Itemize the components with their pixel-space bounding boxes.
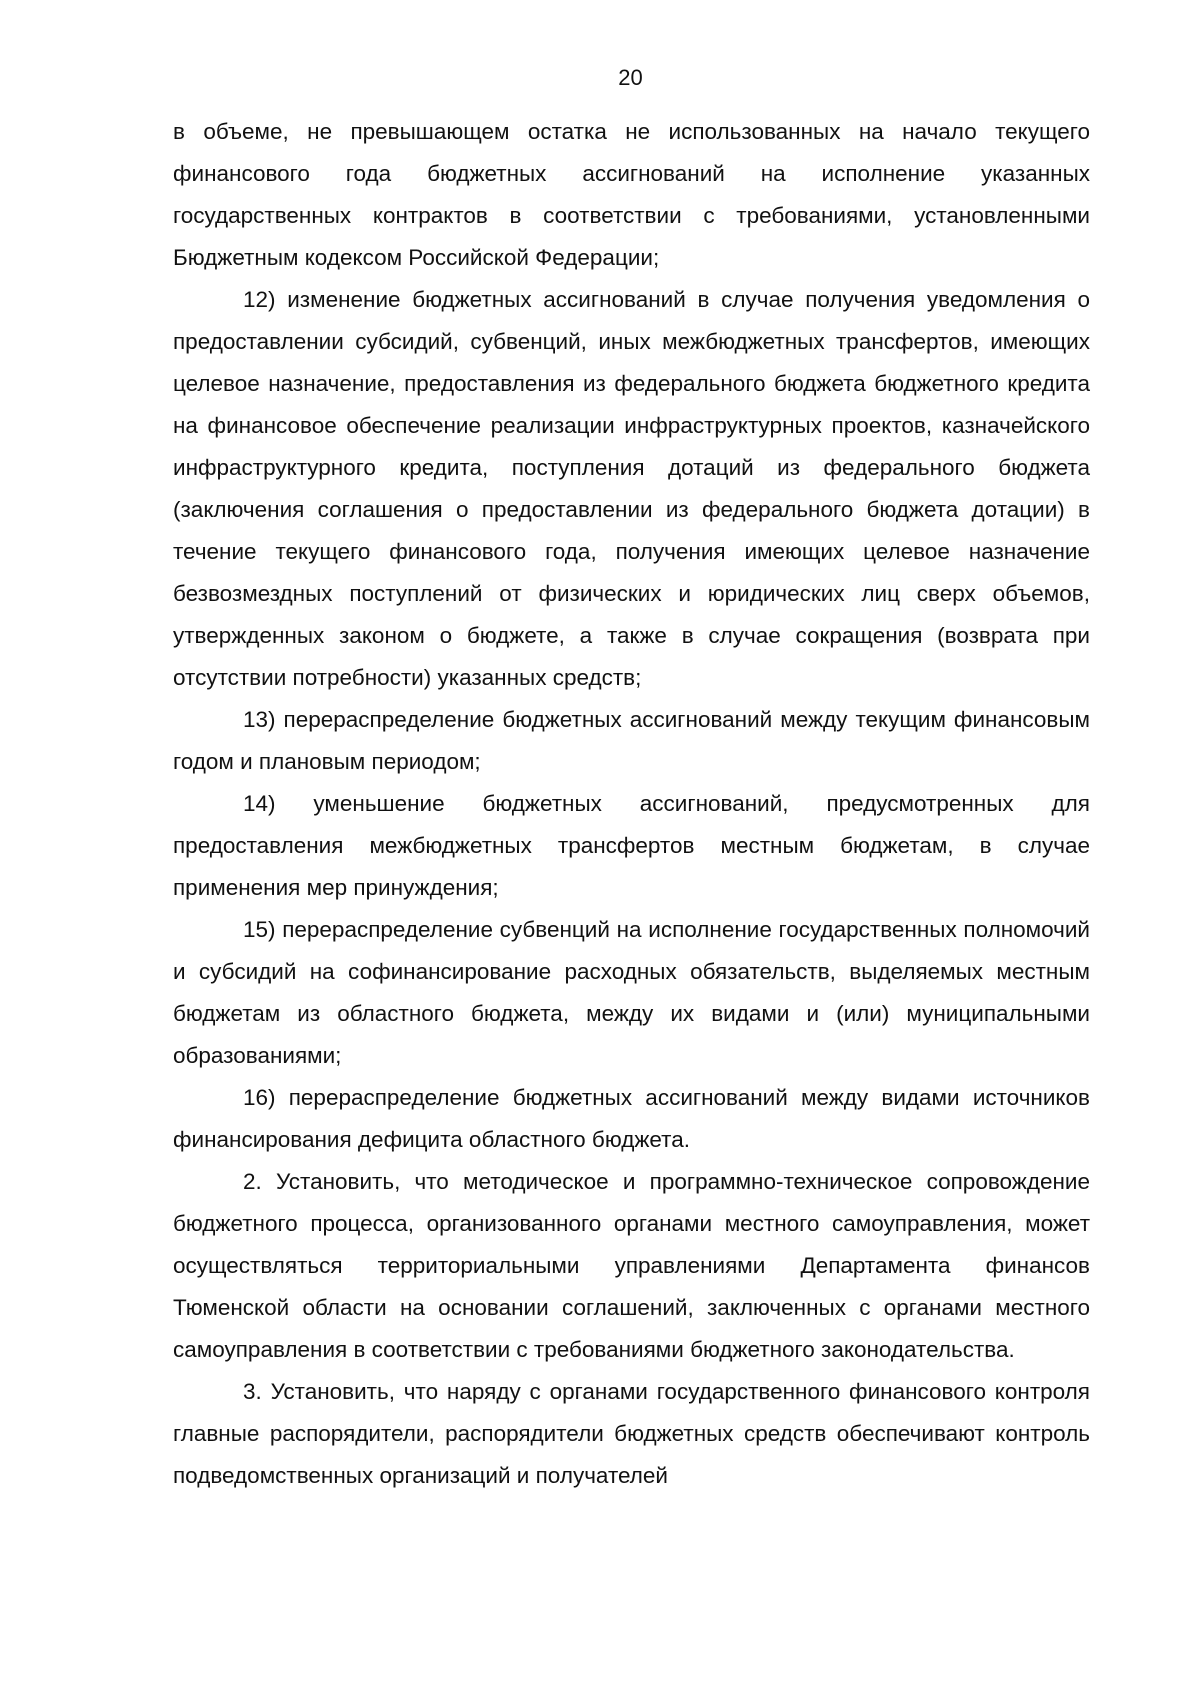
paragraph-item-15: 15) перераспределение субвенций на исполнение государственных полномочий и субсидий на софинансирование расходных обязательств, выделяемых местным бюджетам из областного бюджета, между их видами и (или) муниципальными образованиями; xyxy=(173,917,1090,1068)
paragraph-clause-2: 2. Установить, что методическое и программно-техническое сопровождение бюджетного процесса, организованного органами местного самоуправления, может осуществляться территориальными управлениями Департамента финансов Тюменской области на основании соглашений, заключенных с органами местного самоуправления в соответствии с требованиями бюджетного законодательства. xyxy=(173,1169,1090,1362)
paragraph-clause-3: 3. Установить, что наряду с органами государственного финансового контроля главные распорядители, распорядители бюджетных средств обеспечивают контроль подведомственных организаций и получателей xyxy=(173,1379,1090,1488)
document-body xyxy=(173,111,1090,1497)
paragraph-continuation: в объеме, не превышающем остатка не использованных на начало текущего финансового года бюджетных ассигнований на исполнение указанных государственных контрактов в соответствии с требованиями, установленными Бюджетным кодексом Российской Федерации; xyxy=(173,119,1090,270)
page-number: 20 xyxy=(618,65,643,90)
paragraph-item-14: 14) уменьшение бюджетных ассигнований, предусмотренных для предоставления межбюджетных трансфертов местным бюджетам, в случае применения мер принуждения; xyxy=(173,791,1090,900)
paragraph-item-13: 13) перераспределение бюджетных ассигнований между текущим финансовым годом и плановым периодом; xyxy=(173,707,1090,774)
paragraph-item-16: 16) перераспределение бюджетных ассигнований между видами источников финансирования дефицита областного бюджета. xyxy=(173,1085,1090,1152)
paragraph-item-12: 12) изменение бюджетных ассигнований в случае получения уведомления о предоставлении субсидий, субвенций, иных межбюджетных трансфертов, имеющих целевое назначение, предоставления из федерального бюджета бюджетного кредита на финансовое обеспечение реализации инфраструктурных проектов, казначейского инфраструктурного кредита, поступления дотаций из федерального бюджета (заключения соглашения о предоставлении из федерального бюджета дотации) в течение текущего финансового года, получения имеющих целевое назначение безвозмездных поступлений от физических и юридических лиц сверх объемов, утвержденных законом о бюджете, а также в случае сокращения (возврата при отсутствии потребности) указанных средств; xyxy=(173,287,1090,690)
